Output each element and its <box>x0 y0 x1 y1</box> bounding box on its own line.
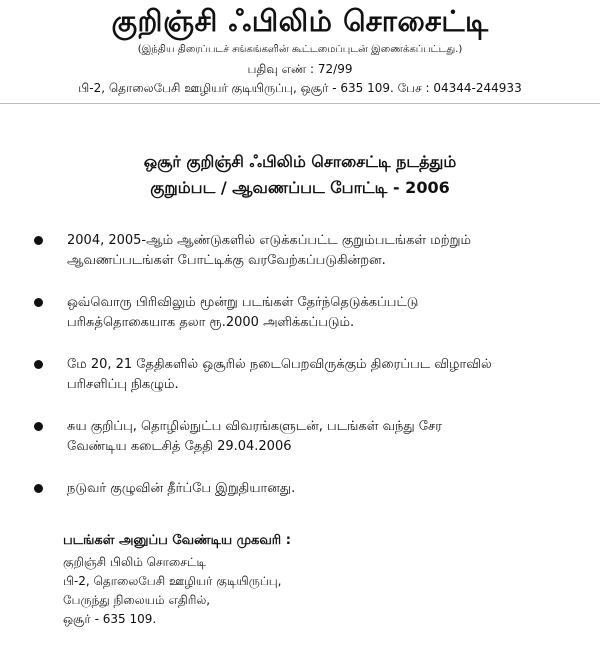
list-item <box>34 479 574 499</box>
mailing-line: பேருந்து நிலையம் எதிரில், <box>63 593 211 607</box>
bullet-icon <box>34 236 43 245</box>
bullet-icon <box>34 484 43 493</box>
list-item-line: வேண்டிய கடைசித் தேதி 29.04.2006 <box>67 439 292 454</box>
mailing-line: ஒசூர் - 635 109. <box>63 612 157 626</box>
mailing-line: பி-2, தொலைபேசி ஊழியர் குடியிருப்பு, <box>63 574 282 588</box>
rules-list <box>34 231 574 521</box>
list-item <box>34 417 574 457</box>
society-address: பி-2, தொலைபேசி ஊழியர் குடியிருப்பு, ஒசூர் - 635 109. பேச : 04344-244933 <box>78 81 522 95</box>
mailing-line: குறிஞ்சி பிலிம் சொசைட்டி <box>63 555 207 569</box>
list-item <box>34 355 574 395</box>
list-item-line: ஒவ்வொரு பிரிவிலும் மூன்று படங்கள் தேர்ந்தெடுக்கப்பட்டு <box>67 295 419 310</box>
mailing-heading: படங்கள் அனுப்ப வேண்டிய முகவரி : <box>63 533 291 548</box>
affiliation-note: (இந்திய திரைப்படச் சங்கங்களின் கூட்டமைப்புடன் இணைக்கப்பட்டது.) <box>137 44 463 55</box>
list-item-line: ஆவணப்படங்கள் போட்டிக்கு வரவேற்கப்படுகின்றன. <box>67 253 386 268</box>
list-item-line: மே 20, 21 தேதிகளில் ஒசூரில் நடைபெறவிருக்கும் திரைப்பட விழாவில் <box>67 357 492 372</box>
event-title <box>0 149 600 201</box>
bullet-icon <box>34 422 43 431</box>
list-item <box>34 293 574 333</box>
list-item-line: 2004, 2005-ஆம் ஆண்டுகளில் எடுக்கப்பட்ட குறும்படங்கள் மற்றும் <box>67 233 471 248</box>
event-title-line-1: ஒசூர் குறிஞ்சி ஃபிலிம் சொசைட்டி நடத்தும் <box>143 152 457 171</box>
list-item-line: பரிசுத்தொகையாக தலா ரூ.2000 அளிக்கப்படும். <box>67 315 355 330</box>
header-divider <box>0 103 600 104</box>
registration-number: பதிவு எண் : 72/99 <box>247 62 353 76</box>
society-title: குறிஞ்சி ஃபிலிம் சொசைட்டி <box>111 4 489 38</box>
bullet-icon <box>34 360 43 369</box>
bullet-icon <box>34 298 43 307</box>
list-item-line: சுய குறிப்பு, தொழில்நுட்ப விவரங்களுடன், படங்கள் வந்து சேர <box>67 419 442 434</box>
mailing-address-block <box>63 531 543 629</box>
list-item <box>34 231 574 271</box>
list-item-line: பரிசளிப்பு நிகழும். <box>67 377 179 392</box>
event-title-line-2: குறும்பட / ஆவணப்பட போட்டி - 2006 <box>150 178 450 197</box>
list-item-line: நடுவர் குழுவின் தீர்ப்பே இறுதியானது. <box>67 481 296 496</box>
